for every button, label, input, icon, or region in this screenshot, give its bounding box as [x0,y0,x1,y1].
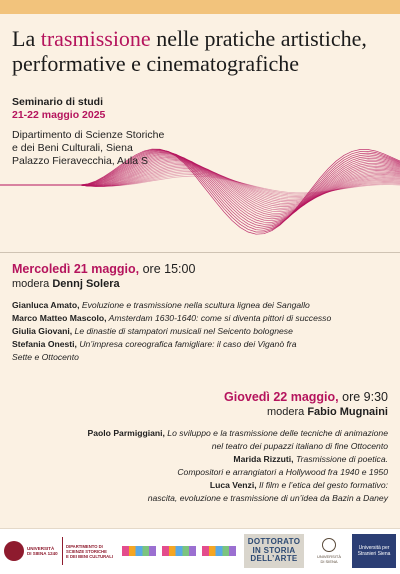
talk-item [12,312,392,325]
unisi-seal-icon [4,541,24,561]
talk-title: Le dinastie di stampatori musicali nel Seicento bolognese [72,326,293,336]
dssbc-logo [62,537,122,565]
talk-item [12,351,392,364]
talk-title: Compositori e arrangiatori a Hollywood fra 1940 e 1950 [177,467,388,477]
day2-date: Giovedì 22 maggio, [224,390,339,404]
day2-talks [8,427,388,505]
dssbc-line: E DEI BENI CULTURALI [66,553,113,559]
day2-heading [8,390,388,405]
talk-title: Un’impresa coreografica famigliare: il caso dei Viganò fra [76,339,297,349]
day1-moderator [12,277,392,291]
talk-speaker: Stefania Onesti, [12,339,77,349]
talk-title: nascita, evoluzione e trasmissione di un’idea da Bazin a Daney [147,493,388,503]
unisi-logo-text: UNIVERSITÀ DI SIENA 1240 [27,546,58,556]
day2-section [8,390,388,505]
section-divider [0,252,400,253]
talk-speaker: Marida Rizzuti, [233,454,294,464]
top-accent-bar [0,0,400,14]
talk-speaker: Gianluca Amato, [12,300,80,310]
talk-speaker: Paolo Parmiggiani, [87,428,165,438]
talk-item [8,427,388,440]
moderator-prefix: modera [12,278,53,290]
unisi-logo [4,537,58,565]
uni-stranieri-logo: Università per Stranieri Siena [352,534,396,568]
uni2-line: DI SIENA [320,559,338,564]
venue-line: Palazzo Fieravecchia, Aula S [12,155,148,167]
talk-speaker: Marco Matteo Mascolo, [12,313,107,323]
title-rest: nelle pratiche artistiche, performative e cinematografiche [12,26,367,76]
moderator-name: Dennj Solera [52,278,120,290]
dottorato-logo [244,534,304,568]
footer-logos [0,528,400,574]
talk-title: Trasmissione di poetica. [293,454,388,464]
venue [12,129,212,168]
event-info [12,96,212,168]
talk-speaker: Luca Venzi, [209,480,257,490]
talk-title: Il film e l’etica del gesto formativo: [256,480,388,490]
dottorato-line: DELL’ARTE [250,554,298,564]
day1-section [12,262,392,364]
talk-title: Amsterdam 1630-1640: come si diventa pittori di successo [106,313,332,323]
crest-icon [322,538,336,552]
day1-talks [12,299,392,364]
page-title [12,26,392,76]
talk-title: Lo sviluppo e la trasmissione delle tecniche di animazione [164,428,388,438]
dottorato-line: DOTTORATO [247,537,301,547]
venue-line: Dipartimento di Scienze Storiche [12,129,165,141]
event-dates: 21-22 maggio 2025 [12,109,106,121]
seminar-label: Seminario di studi [12,96,104,108]
uni-siena-crest-logo [310,534,348,568]
talk-title: Sette e Ottocento [12,352,79,362]
title-highlight: trasmissione [40,26,151,51]
moderator-prefix: modera [266,406,308,418]
talk-item [8,466,388,479]
moderator-name: Fabio Mugnaini [307,406,388,418]
day2-moderator [8,405,388,419]
venue-line: e dei Beni Culturali, Siena [12,142,133,154]
talk-title: nel teatro dei pupazzi italiano di fine Ottocento [211,441,388,451]
talk-item [12,299,392,312]
dssbc-line: DIPARTIMENTO DI [66,543,103,549]
talk-item [8,492,388,505]
talk-title: Evoluzione e trasmissione nella scultura lignea dei Sangallo [79,300,310,310]
title-prefix: La [12,26,41,51]
talk-item [8,440,388,453]
talk-item [8,453,388,466]
dssbc-line: SCIENZE STORICHE [66,548,107,554]
talk-item [8,479,388,492]
day1-time: ore 15:00 [139,262,196,276]
uni2-line: UNIVERSITÀ [316,554,341,559]
talk-item [12,338,392,351]
project-logo-1 [122,546,156,556]
project-logo-3 [202,546,236,556]
talk-speaker: Giulia Giovani, [12,326,73,336]
day2-time: ore 9:30 [338,390,388,404]
dottorato-line: IN STORIA [252,545,296,555]
day1-heading [12,262,392,277]
project-logo-2 [162,546,196,556]
day1-date: Mercoledì 21 maggio, [12,262,140,276]
talk-item [12,325,392,338]
